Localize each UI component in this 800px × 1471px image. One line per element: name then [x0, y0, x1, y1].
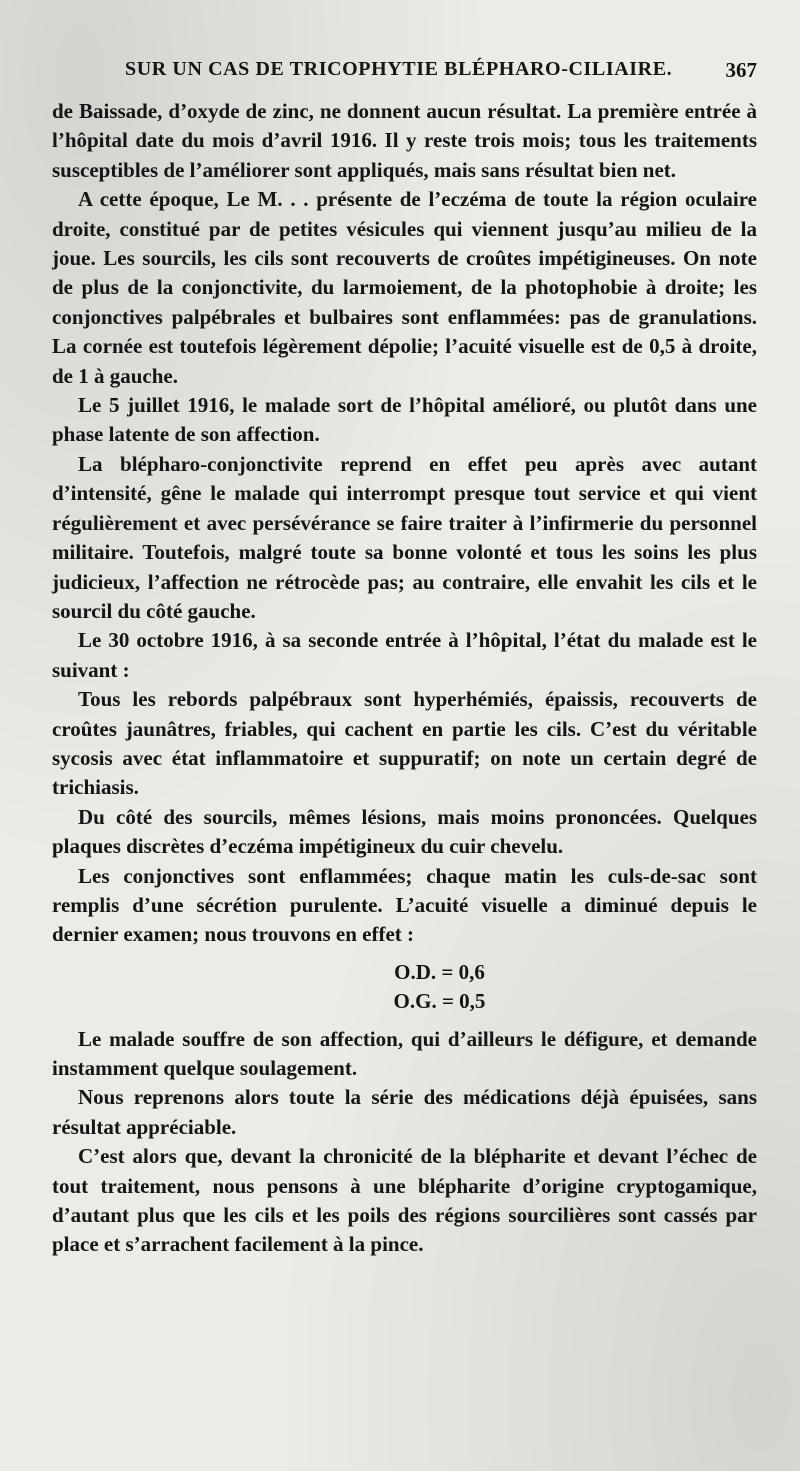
paragraph: Nous reprenons alors toute la série des médications déjà épuisées, sans résultat appréciable.: [52, 1085, 757, 1139]
paragraph: C’est alors que, devant la chronicité de la blépharite et devant l’échec de tout traitement, nous pensons à une blépharite d’origine cryptogamique, d’autant plus que les cils et les poils des régions sourcilières sont cassés par place et s’arrachent facilement à la pince.: [52, 1144, 757, 1257]
paragraph: La blépharo-conjonctivite reprend en effet peu après avec autant d’intensité, gêne le malade qui interrompt presque tout service et qui vient régulièrement et avec persévérance se faire traiter à l’infirmerie du personnel militaire. Toutefois, malgré toute sa bonne volonté et tous les soins les plus judicieux, l’affection ne rétrocède pas; au contraire, elle envahit les cils et le sourcil du côté gauche.: [52, 451, 757, 623]
paragraph: A cette époque, Le M. . . présente de l’eczéma de toute la région oculaire droite, constitué par de petites vésicules qui viennent jusqu’au milieu de la joue. Les sourcils, les cils sont recouverts de croûtes impétigineuses. On note de plus de la conjonctivite, du larmoiement, de la photophobie à droite; les conjonctives palpébrales et bulbaires sont enflammées: pas de granulations. La cornée est toutefois légèrement dépolie; l’acuité visuelle est de 0,5 à droite, de 1 à gauche.: [52, 187, 757, 388]
acuity-left-eye: O.G. = 0,5: [393, 989, 486, 1014]
visual-acuity-values: [52, 958, 757, 1017]
paragraph: Tous les rebords palpébraux sont hyperhémiés, épaissis, recouverts de croûtes jaunâtres, friables, qui cachent en partie les cils. C’est du véritable sycosis avec état inflammatoire et suppuratif; on note un certain degré de trichiasis.: [52, 687, 757, 800]
paragraph: Du côté des sourcils, mêmes lésions, mais moins prononcées. Quelques plaques discrètes d’eczéma impétigineux du cuir chevelu.: [52, 804, 757, 859]
paragraph: Le 30 octobre 1916, à sa seconde entrée à l’hôpital, l’état du malade est le suivant :: [52, 628, 757, 682]
paragraph: Les conjonctives sont enflammées; chaque matin les culs-de-sac sont remplis d’une sécrétion purulente. L’acuité visuelle a diminué depuis le dernier examen; nous trouvons en effet :: [52, 863, 757, 947]
running-title: SUR UN CAS DE TRICOPHYTIE BLÉPHARO-CILIAIRE.: [125, 58, 673, 80]
acuity-right-eye: O.D. = 0,6: [394, 959, 485, 984]
page-header: [125, 58, 757, 90]
page-number: 367: [725, 58, 757, 82]
body-text: [52, 97, 757, 1260]
paragraph: Le malade souffre de son affection, qui d’ailleurs le défigure, et demande instamment quelque soulagement.: [52, 1026, 757, 1080]
paragraph: Le 5 juillet 1916, le malade sort de l’hôpital amélioré, ou plutôt dans une phase latente de son affection.: [52, 393, 757, 447]
paragraph: de Baissade, d’oxyde de zinc, ne donnent aucun résultat. La première entrée à l’hôpital date du mois d’avril 1916. Il y reste trois mois; tous les traitements susceptibles de l’améliorer sont appliqués, mais sans résultat bien net.: [52, 99, 757, 182]
